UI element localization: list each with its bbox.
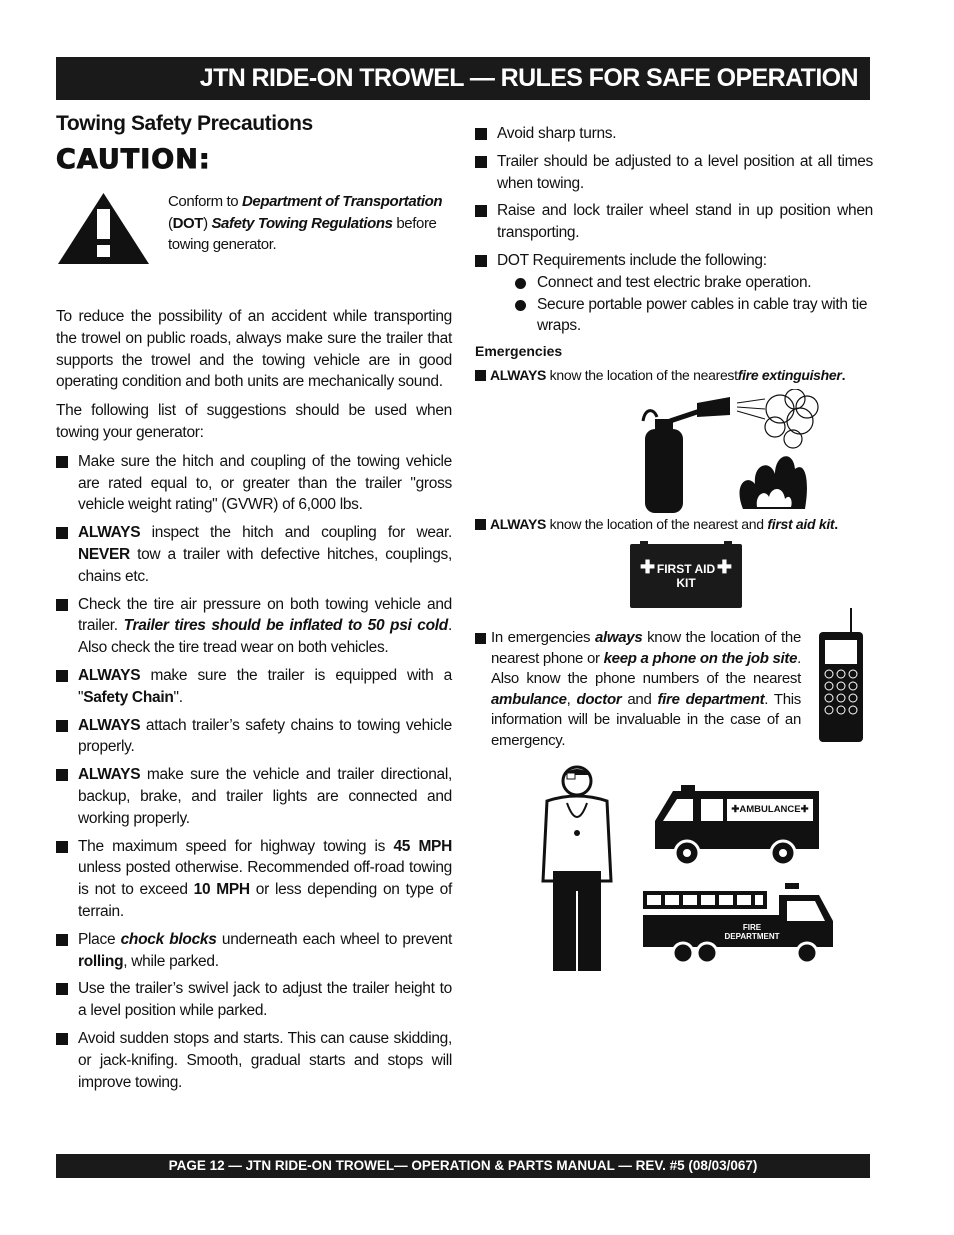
text: ,	[566, 690, 577, 708]
emphasis: chock blocks	[120, 930, 217, 948]
warning-text-part: Conform to	[168, 193, 242, 210]
list-item-text: . Also check the tire tread wear on both vehicles.	[78, 617, 452, 657]
list-item	[56, 665, 452, 709]
fire-extinguisher-line	[475, 367, 873, 383]
right-column	[475, 123, 873, 976]
emergency-services-illustration	[475, 761, 873, 976]
list-item	[56, 594, 452, 659]
emphasis: rolling	[78, 952, 124, 970]
first-aid-kit-icon	[630, 544, 742, 608]
list-item-text: tow a trailer with defective hitches, couplings, chains etc.	[78, 545, 452, 585]
list-item	[475, 200, 873, 244]
page-header-title: JTN RIDE-ON TROWEL — RULES FOR SAFE OPERATION	[199, 64, 858, 92]
first-aid-label: FIRST AID	[656, 562, 716, 577]
list-item	[515, 272, 873, 294]
intro-paragraph: To reduce the possibility of an accident while transporting the trowel on public roads, always make sure the trailer that supports the trowel and the towing vehicle are in good operating condition and both units are mechanically sound.	[56, 308, 452, 391]
square-bullet-icon	[56, 841, 68, 853]
square-bullet-icon	[475, 519, 486, 530]
list-item-text: Avoid sharp turns.	[497, 125, 617, 142]
emphasis: 45 MPH	[393, 837, 452, 855]
first-aid-line	[475, 516, 873, 532]
list-item	[56, 929, 452, 973]
list-item	[515, 294, 873, 338]
warning-text-part: (	[168, 214, 173, 232]
list-item	[475, 123, 873, 145]
line-text: know the location of the nearest	[549, 367, 738, 384]
text: In emergencies	[491, 629, 595, 647]
trailer-rules-list	[475, 123, 873, 272]
list-item	[56, 1028, 452, 1093]
square-bullet-icon	[56, 599, 68, 611]
list-item-text: Secure portable power cables in cable tray with tie wraps.	[537, 295, 868, 335]
square-bullet-icon	[56, 527, 68, 539]
round-bullet-icon	[515, 278, 526, 289]
list-item	[56, 836, 452, 923]
suggestions-paragraph: The following list of suggestions should be used when towing your generator:	[56, 402, 452, 441]
list-item-text: or less depending on type of terrain.	[78, 881, 452, 920]
list-item-text: Check the tire air pressure on both towing vehicle and trailer.	[78, 595, 452, 635]
emphasis: ALWAYS	[78, 716, 141, 734]
left-column	[56, 112, 452, 1099]
emphasis: Safety Chain	[83, 688, 174, 706]
list-item-text: Make sure the hitch and coupling of the towing vehicle are rated equal to, or greater than the trailer "gross vehicle weight rating" (GVWR) of 6,000 lbs.	[78, 452, 452, 514]
square-bullet-icon	[56, 456, 68, 468]
list-item-text: make sure the vehicle and trailer directional, backup, brake, and trailer lights are connected and working properly.	[78, 766, 452, 827]
department-label: DEPARTMENT	[724, 932, 780, 942]
caution-heading: CAUTION:	[56, 144, 211, 175]
line-text: .	[834, 516, 838, 533]
square-bullet-icon	[56, 670, 68, 682]
footer-text: PAGE 12 — JTN RIDE-ON TROWEL— OPERATION & PARTS MANUAL — REV. #5 (08/03/067)	[168, 1158, 758, 1173]
emphasis: fire extinguisher	[737, 367, 842, 384]
towing-suggestions-list	[56, 451, 452, 1094]
list-item-text: underneath each wheel to prevent	[216, 930, 452, 948]
list-item-text: Connect and test electric brake operation.	[537, 273, 812, 291]
list-item-text: Place	[78, 930, 121, 948]
dot-abbrev: DOT	[172, 214, 204, 232]
list-item-text: inspect the hitch and coupling for wear.	[140, 524, 452, 542]
square-bullet-icon	[56, 720, 68, 732]
dot-requirements-list	[475, 272, 873, 337]
emphasis: keep a phone on the job site	[603, 649, 798, 667]
doctor-icon	[537, 761, 617, 971]
emphasis: ambulance	[491, 690, 567, 708]
text: . This information will be invaluable in the case of an emergency.	[491, 690, 801, 749]
emphasis: first aid kit	[767, 516, 835, 533]
ambulance-label: AMBULANCE	[739, 804, 801, 816]
emphasis: fire department	[657, 690, 765, 708]
warning-triangle-icon	[56, 191, 151, 266]
emphasis: always	[594, 629, 643, 647]
square-bullet-icon	[56, 1033, 68, 1045]
emphasis: ALWAYS	[490, 367, 547, 384]
square-bullet-icon	[475, 255, 487, 267]
flames-icon	[765, 389, 818, 448]
fire-extinguisher-illustration	[475, 389, 873, 514]
text: . Also know the phone numbers of the nearest	[491, 649, 802, 688]
emphasis: ALWAYS	[78, 666, 141, 684]
list-item-text: ".	[173, 688, 183, 706]
dot-name: Department of Transportation	[241, 193, 443, 210]
emergencies-heading: Emergencies	[475, 343, 563, 360]
list-item-text: attach trailer’s safety chains to towing vehicle properly.	[78, 716, 452, 756]
warning-text-part: )	[203, 214, 212, 232]
page-footer	[56, 1154, 870, 1178]
square-bullet-icon	[56, 934, 68, 946]
list-item	[56, 715, 452, 759]
list-item	[475, 250, 873, 272]
list-item	[56, 451, 452, 516]
list-item	[56, 978, 452, 1022]
cell-phone-icon	[817, 608, 865, 743]
text: and	[621, 690, 658, 708]
page-header-banner	[56, 57, 870, 100]
list-item-text: Trailer should be adjusted to a level position at all times when towing.	[497, 152, 873, 192]
list-item-text: Use the trailer’s swivel jack to adjust the trailer height to a level position while parked.	[78, 980, 452, 1020]
emphasis: ALWAYS	[78, 524, 141, 542]
fire-truck-icon	[643, 883, 835, 967]
regulations-name: Safety Towing Regulations	[211, 214, 393, 232]
text: know the location of the nearest phone or	[491, 629, 801, 667]
warning-text-part: before towing generator.	[168, 214, 437, 253]
list-item	[56, 764, 452, 829]
list-item-text: Avoid sudden stops and starts. This can cause skidding, or jack-knifing. Smooth, gradual starts and stops will improve towing.	[78, 1029, 452, 1091]
warning-block	[56, 191, 452, 266]
square-bullet-icon	[475, 128, 487, 140]
phone-block	[475, 628, 873, 751]
warning-text	[168, 191, 452, 266]
line-text: know the location of the nearest and	[549, 516, 764, 533]
fire-label: FIRE	[742, 923, 762, 933]
emphasis: Trailer tires should be inflated to 50 psi cold	[123, 617, 448, 635]
list-item-text: DOT Requirements include the following:	[497, 251, 767, 269]
list-item-text: make sure the trailer is equipped with a "	[78, 666, 452, 706]
list-item-text: The maximum speed for highway towing is	[78, 837, 394, 855]
square-bullet-icon	[56, 769, 68, 781]
list-item	[475, 151, 873, 195]
emphasis: doctor	[576, 690, 622, 708]
phone-paragraph	[475, 628, 801, 751]
plus-icon: ✚	[640, 557, 656, 578]
list-item-text: Raise and lock trailer wheel stand in up position when transporting.	[497, 202, 873, 242]
square-bullet-icon	[56, 983, 68, 995]
square-bullet-icon	[475, 370, 486, 381]
kit-label: KIT	[676, 576, 696, 591]
plus-icon: ✚	[716, 557, 732, 578]
section-title: Towing Safety Precautions	[56, 112, 313, 135]
emphasis: NEVER	[78, 545, 130, 563]
emphasis: ALWAYS	[490, 516, 547, 533]
square-bullet-icon	[475, 633, 486, 644]
square-bullet-icon	[475, 205, 487, 217]
ambulance-icon: ✚AMBULANCE✚	[653, 783, 821, 867]
square-bullet-icon	[475, 156, 487, 168]
list-item-text: unless posted otherwise. Recommended off-road towing is not to exceed	[78, 859, 452, 899]
list-item	[56, 522, 452, 587]
round-bullet-icon	[515, 300, 526, 311]
emphasis: 10 MPH	[193, 881, 250, 899]
emphasis: ALWAYS	[78, 766, 141, 784]
line-text: .	[841, 367, 846, 384]
list-item-text: , while parked.	[123, 952, 219, 970]
